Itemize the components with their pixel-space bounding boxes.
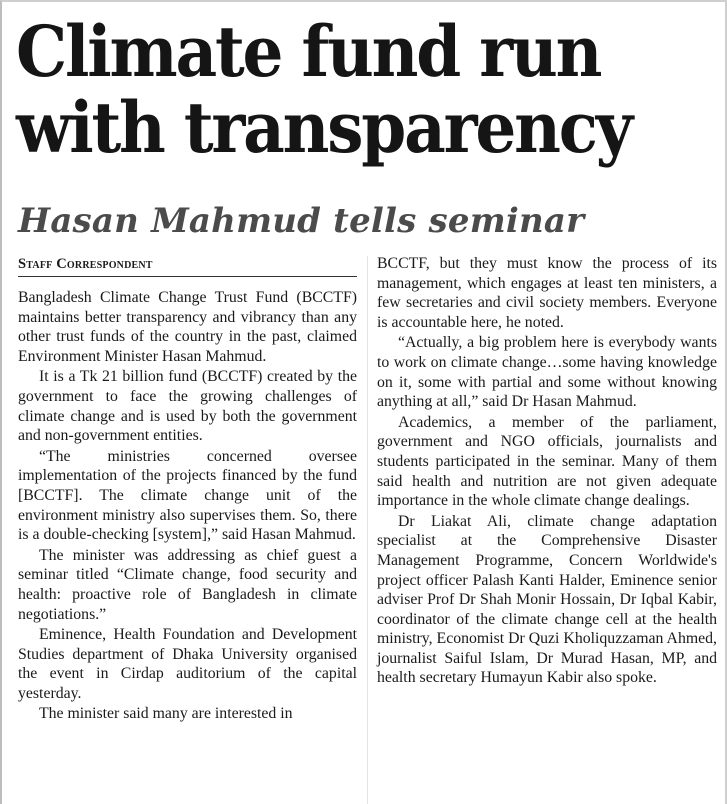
article-column-right	[377, 254, 717, 689]
column-divider	[367, 256, 368, 804]
headline	[16, 10, 660, 169]
paragraph: “Actually, a big problem here is everybody wants to work on climate change…some having knowledge on it, some with partial and some without knowing anything at all,” said Dr Hasan Mahmud.	[377, 334, 717, 411]
paragraph: Academics, a member of the parliament, government and NGO officials, journalists and students participated in the seminar. Many of them said health and nutrition are not given adequate importance in the whole climate change dealings.	[377, 413, 717, 510]
paragraph: The minister was addressing as chief guest a seminar titled “Climate change, food security and health: proactive role of Bangladesh in climate negotiations.”	[18, 546, 357, 623]
headline-line-2: with transparency	[16, 86, 631, 169]
paragraph: BCCTF, but they must know the process of its management, which engages at least ten ministers, a few secretaries and civil society members. Everyone is accountable here, he noted.	[377, 255, 717, 331]
article-column-left	[18, 288, 357, 725]
paragraph: Bangladesh Climate Change Trust Fund (BCCTF) maintains better transparency and vibrancy than any other trust funds of the country in the past, claimed Environment Minister Hasan Mahmud.	[18, 289, 357, 365]
kicker-subheadline: Hasan Mahmud tells seminar	[18, 201, 585, 241]
paragraph: Dr Liakat Ali, climate change adaptation specialist at the Comprehensive Disaster Management Programme, Concern Worldwide's project officer Palash Kanti Halder, Eminence senior adviser Prof Dr Shah Monir Hossain, Dr Iqbal Kabir, coordinator of the climate change cell at the health ministry, Economist Dr Quzi Kholiquzzaman Ahmed, journalist Saiful Islam, Dr Murad Hasan, MP, and health secretary Humayun Kabir also spoke.	[377, 512, 717, 687]
paragraph: It is a Tk 21 billion fund (BCCTF) created by the government to face the growing challenges of climate change and is used by both the government and non-government entities.	[18, 368, 357, 445]
headline-line-1: Climate fund run	[16, 10, 601, 93]
paragraph: “The ministries concerned oversee implementation of the projects financed by the fund [BCCTF]. The climate change unit of the environment ministry also supervises them. So, there is a double-checking [system],” said Hasan Mahmud.	[18, 447, 357, 544]
paragraph: The minister said many are interested in	[39, 705, 293, 723]
paragraph: Eminence, Health Foundation and Development Studies department of Dhaka University organised the event in Cirdap auditorium of the capital yesterday.	[18, 626, 357, 702]
byline: Staff Correspondent	[18, 256, 357, 277]
